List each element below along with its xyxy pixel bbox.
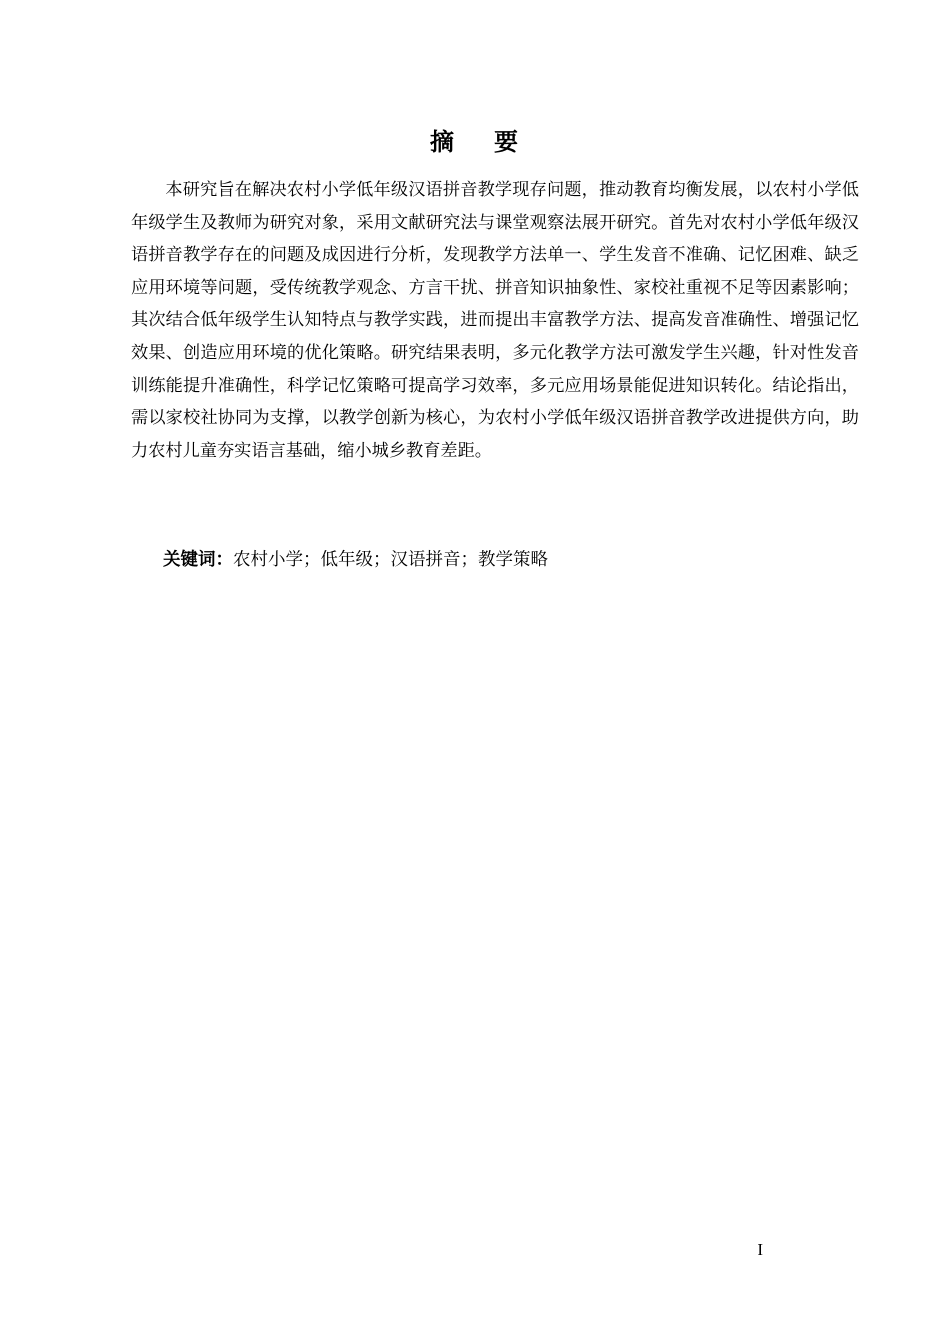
keywords-label: 关键词： [163, 550, 233, 570]
abstract-heading-char-2: 要 [494, 128, 520, 156]
keywords-value: 农村小学；低年级；汉语拼音；教学策略 [233, 550, 548, 570]
keywords-line [163, 545, 859, 575]
abstract-heading [0, 124, 950, 160]
abstract-body-paragraph: 本研究旨在解决农村小学低年级汉语拼音教学现存问题，推动教育均衡发展，以农村小学低年级学生及教师为研究对象，采用文献研究法与课堂观察法展开研究。首先对农村小学低年级汉语拼音教学存在的问题及成因进行分析，发现教学方法单一、学生发音不准确、记忆困难、缺乏应用环境等问题，受传统教学观念、方言干扰、拼音知识抽象性、家校社重视不足等因素影响；其次结合低年级学生认知特点与教学实践，进而提出丰富教学方法、提高发音准确性、增强记忆效果、创造应用环境的优化策略。研究结果表明，多元化教学方法可激发学生兴趣，针对性发音训练能提升准确性，科学记忆策略可提高学习效率，多元应用场景能促进知识转化。结论指出，需以家校社协同为支撑，以教学创新为核心，为农村小学低年级汉语拼音教学改进提供方向，助力农村儿童夯实语言基础，缩小城乡教育差距。 [131, 180, 859, 461]
page-number: I [757, 1240, 763, 1259]
abstract-heading-char-1: 摘 [430, 128, 456, 156]
